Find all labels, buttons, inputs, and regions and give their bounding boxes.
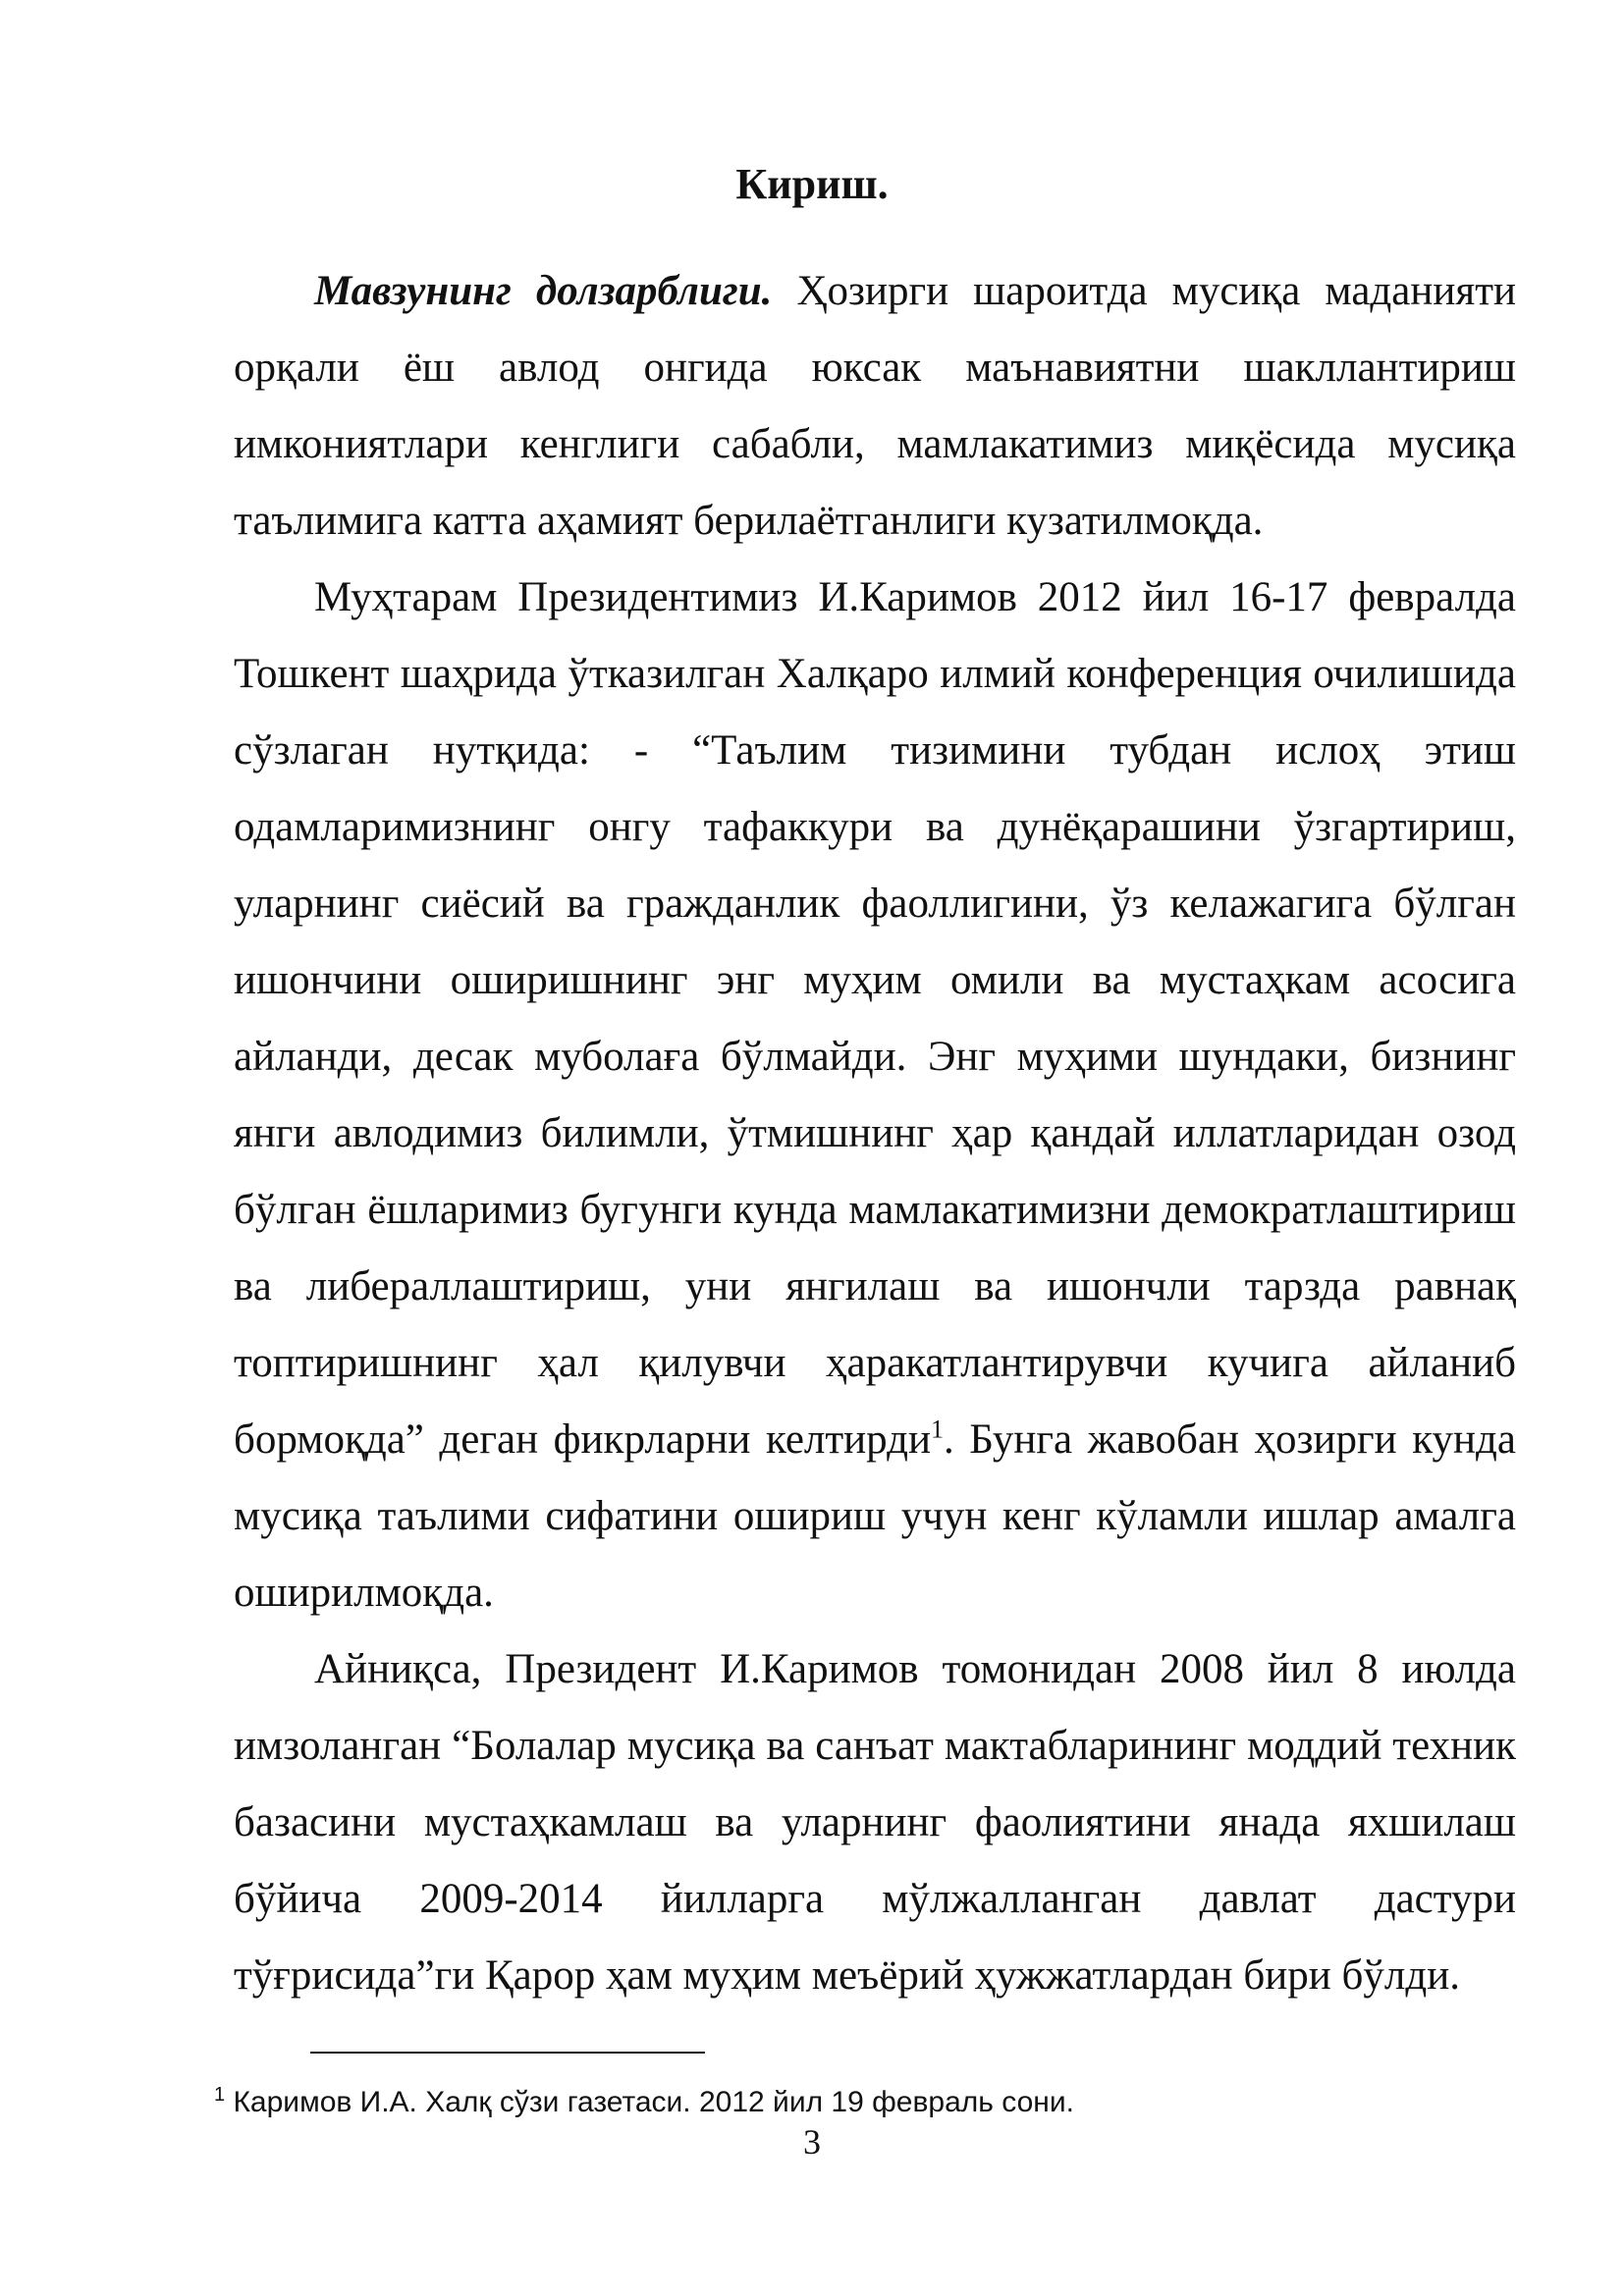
paragraph-text: Айниқса, Президент И.Каримов томонидан 2008 йил 8 июлда имзоланган “Болалар мусиқа ва санъат мактабларининг моддий техник базасини мустаҳкамлаш ва уларнинг фаолиятини янада яхшилаш бўйича 2009-2014 йилларга мўлжалланган давлат дастури тўғрисида”ги Қарор ҳам муҳим меъёрий ҳужжатлардан бири бўлди. bbox=[234, 1646, 1516, 1999]
paragraph-relevance bbox=[234, 253, 1516, 560]
paragraph-lead: Мавзунинг долзарблиги. bbox=[314, 268, 773, 314]
paragraph-text: Ҳозирги шароитда мусиқа маданияти орқали ёш авлод онгида юксак маънавиятни шакллантириш имкониятлари кенглиги сабабли, мамлакатимиз миқёсида мусиқа таълимига катта аҳамият берилаётганлиги кузатилмоқда. bbox=[234, 268, 1516, 544]
footnote-text: Каримов И.А. Халқ сўзи газетаси. 2012 йил 19 февраль сони. bbox=[225, 2086, 1074, 2118]
paragraph-text-continued: . Бунга жавобан ҳозирги кунда мусиқа таълими сифатини ошириш учун кенг кўламли ишлар амалга оширилмоқда. bbox=[234, 1416, 1516, 1616]
page-title: Кириш. bbox=[735, 160, 889, 208]
paragraph-text: Муҳтарам Президентимиз И.Каримов 2012 йил 16-17 февралда Тошкент шаҳрида ўтказилган Халқаро илмий конференция очилишида сўзлаган нутқида: - “Таълим тизимини тубдан ислоҳ этиш одамларимизнинг онгу тафаккури ва дунёқарашини ўзгартириш, уларнинг сиёсий ва гражданлик фаоллигини, ўз келажагига бўлган ишончини оширишнинг энг муҳим омили ва мустаҳкам асосига айланди, десак муболаға бўлмайди. Энг муҳими шундаки, бизнинг янги авлодимиз билимли, ўтмишнинг ҳар қандай иллатларидан озод бўлган ёшларимиз бугунги кунда мамлакатимизни демократлаштириш ва либераллаштириш, уни янгилаш ва ишончли тарзда равнақ топтиришнинг ҳал қилувчи ҳаракатлантирувчи кучига айланиб бормоқда” деган фикрларни келтирди bbox=[234, 574, 1516, 1463]
footnote bbox=[214, 2083, 1074, 2122]
footnote-reference[interactable]: 1 bbox=[930, 1415, 944, 1444]
page-number: 3 bbox=[803, 2122, 821, 2162]
body-text bbox=[234, 253, 1516, 2014]
footnote-marker: 1 bbox=[214, 2084, 226, 2106]
paragraph-president-quote bbox=[234, 560, 1516, 1631]
footnote-separator bbox=[310, 2052, 705, 2054]
paragraph-decree bbox=[234, 1631, 1516, 2014]
